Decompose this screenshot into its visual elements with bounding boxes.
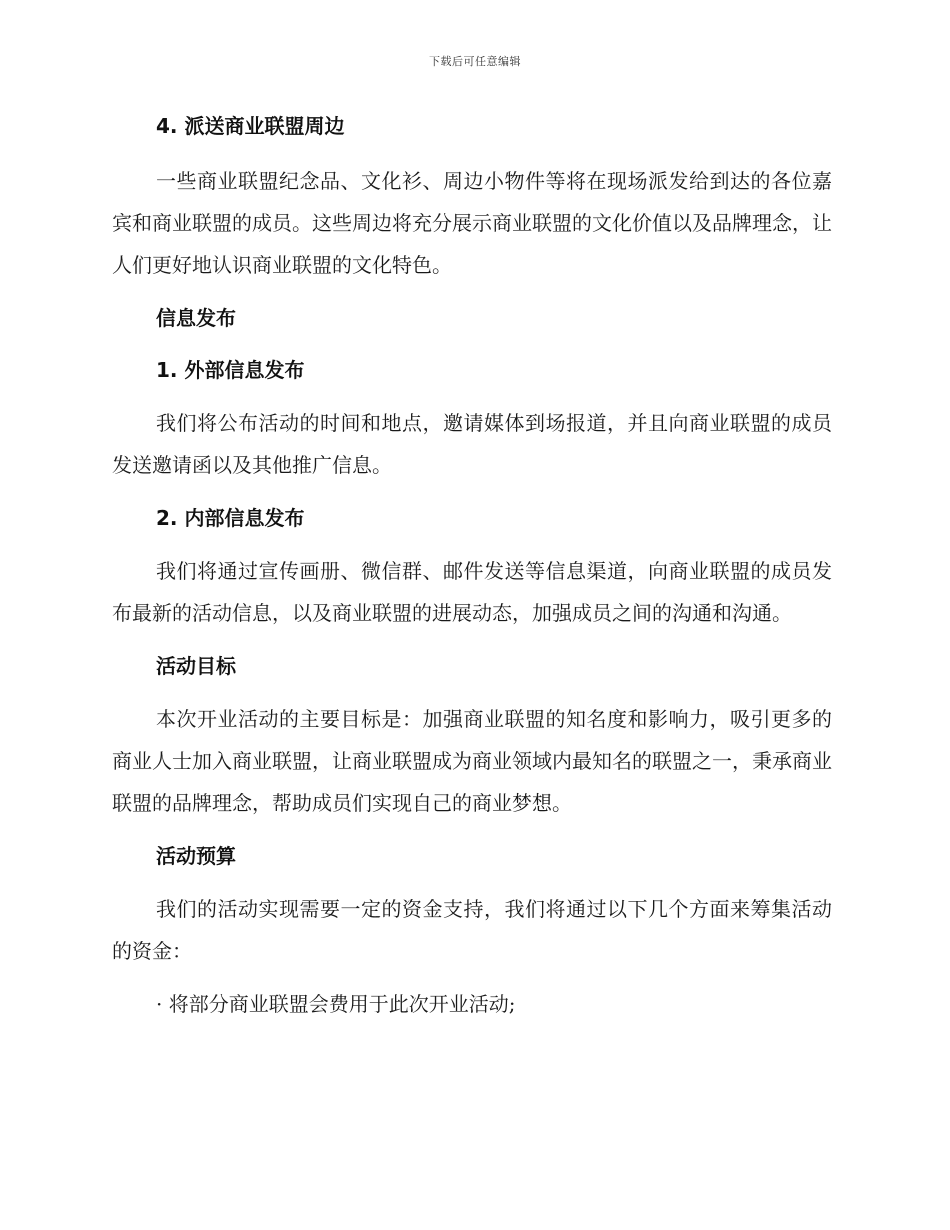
list-item: · 将部分商业联盟会费用于此次开业活动; — [156, 992, 516, 1016]
paragraph-merch: 一些商业联盟纪念品、文化衫、周边小物件等将在现场派发给到达的各位嘉宾和商业联盟的成员。这些周边将充分展示商业联盟的文化价值以及品牌理念，让人们更好地认识商业联盟的文化特色。 — [112, 169, 832, 277]
paragraph-budget: 我们的活动实现需要一定的资金支持，我们将通过以下几个方面来筹集活动的资金： — [112, 897, 832, 963]
section-heading-budget: 活动预算 — [156, 844, 236, 868]
document-body — [112, 106, 832, 1024]
section-heading-internal: 2. 内部信息发布 — [156, 506, 305, 530]
section-heading-external: 1. 外部信息发布 — [156, 358, 305, 382]
paragraph-external: 我们将公布活动的时间和地点，邀请媒体到场报道，并且向商业联盟的成员发送邀请函以及其他推广信息。 — [112, 411, 832, 477]
section-heading-info: 信息发布 — [156, 306, 236, 330]
header-note: 下载后可任意编辑 — [429, 55, 521, 68]
paragraph-internal: 我们将通过宣传画册、微信群、邮件发送等信息渠道，向商业联盟的成员发布最新的活动信息，以及商业联盟的进展动态，加强成员之间的沟通和沟通。 — [112, 559, 832, 625]
section-heading-merch: 4. 派送商业联盟周边 — [156, 114, 345, 138]
section-heading-goal: 活动目标 — [156, 654, 236, 678]
paragraph-goal: 本次开业活动的主要目标是：加强商业联盟的知名度和影响力，吸引更多的商业人士加入商业联盟，让商业联盟成为商业领域内最知名的联盟之一，秉承商业联盟的品牌理念，帮助成员们实现自己的商业梦想。 — [112, 707, 832, 815]
